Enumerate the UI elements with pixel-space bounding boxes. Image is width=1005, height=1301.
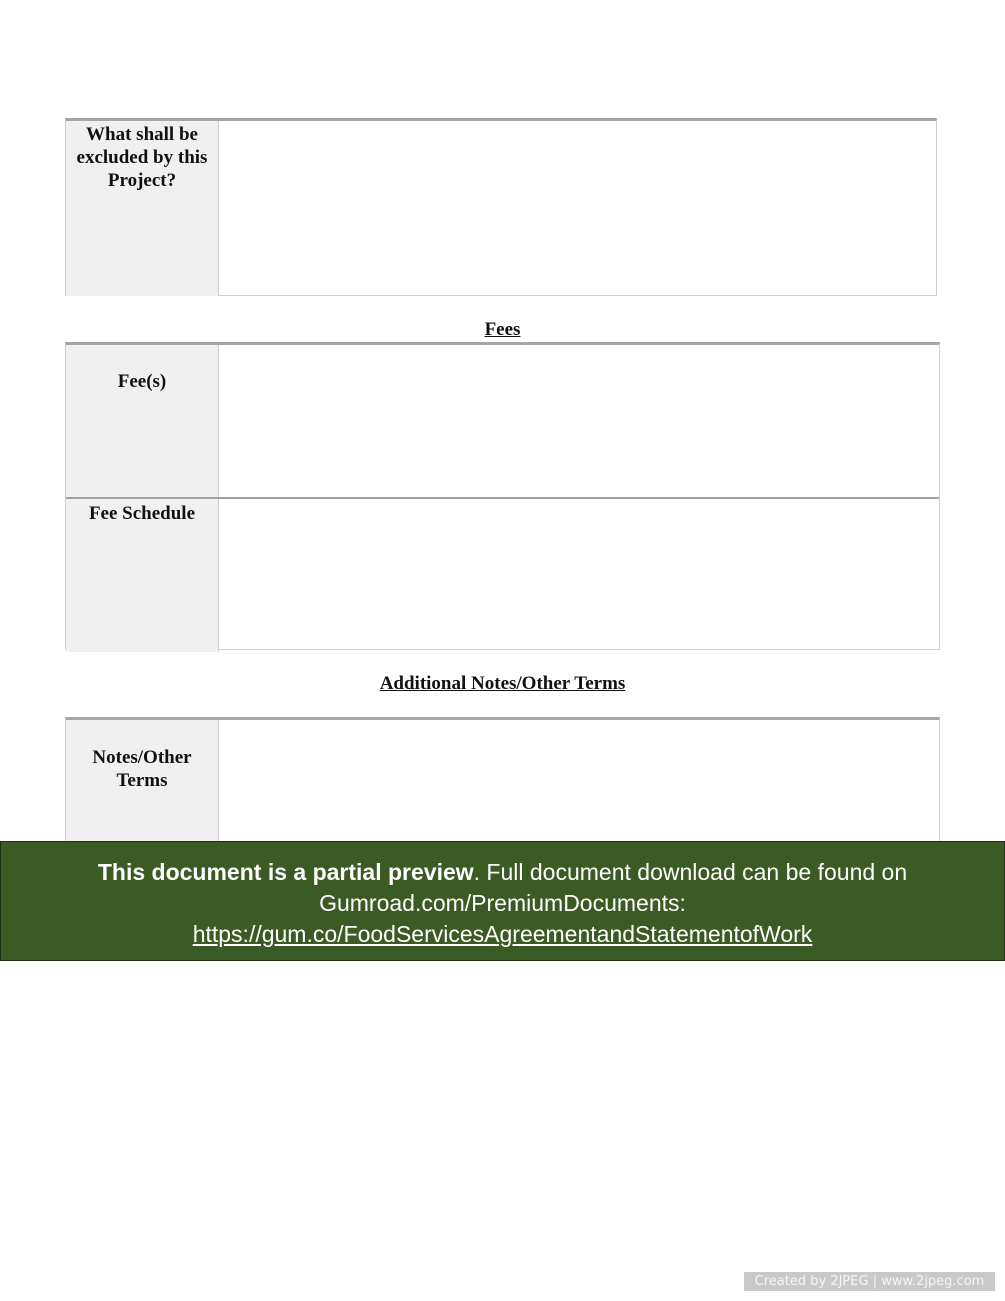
fee-value[interactable] [220,345,939,497]
fee-schedule-label: Fee Schedule [66,499,219,652]
fee-schedule-value[interactable] [220,499,939,652]
exclusions-label: What shall be excluded by this Project? [66,121,219,296]
notes-value[interactable] [220,720,939,857]
fees-table [65,342,940,650]
fee-schedule-row [66,497,939,652]
credit-watermark: Created by 2JPEG | www.2jpeg.com [744,1272,995,1291]
preview-banner-bold: This document is a partial preview [97,859,474,885]
notes-heading: Additional Notes/Other Terms [379,673,626,694]
fees-heading: Fees [484,319,521,340]
notes-label: Notes/Other Terms [66,720,219,857]
preview-banner [0,841,1005,961]
exclusions-value[interactable] [220,121,936,296]
exclusions-row [66,121,936,296]
exclusions-table [65,118,937,296]
preview-banner-text: . Full document download can be found on Gumroad.com/PremiumDocuments: [319,859,908,916]
fee-label: Fee(s) [66,345,219,497]
notes-row [66,720,939,857]
notes-table [65,717,940,857]
preview-banner-link[interactable]: https://gum.co/FoodServicesAgreementandStatementofWork [192,921,813,947]
fee-row [66,345,939,497]
